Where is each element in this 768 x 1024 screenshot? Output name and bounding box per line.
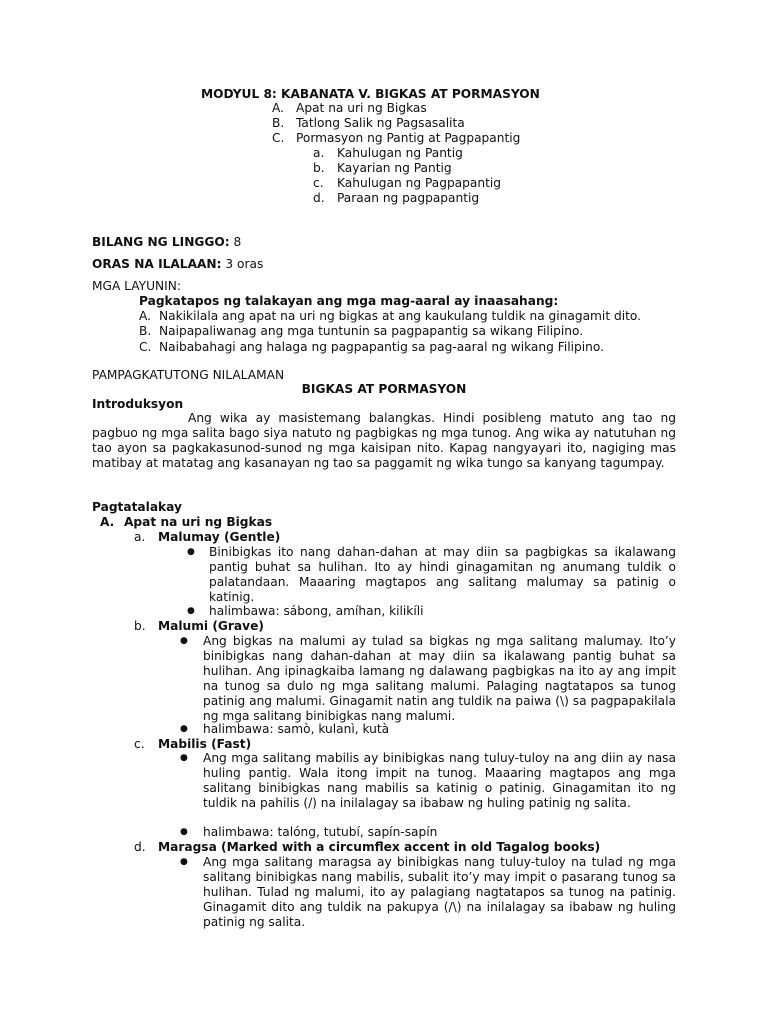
toc-sub-item-c: c. Kahulugan ng Pagpapantig	[313, 176, 501, 190]
type-desc-mabilis: Ang mga salitang mabilis ay binibigkas nang tuluy-tuloy na ang diin ay nasa huling pantig. Wala itong impit na tunog. Maaaring magtapos ang mga salitang binibigkas nang mabilis sa katinig o patinig. Ginagamitan ito ng tuldik na pahilis (/) na inilalagay sa ibabaw ng huling patinig ng salita.	[203, 751, 676, 810]
bullet-icon: ●	[187, 547, 195, 557]
bullet-icon: ●	[180, 724, 188, 734]
toc-item-a: A. Apat na uri ng Bigkas	[272, 101, 427, 115]
objective-item-c: C. Naibabahagi ang halaga ng pagpapantig sa pag-aaral ng wikang Filipino.	[139, 340, 604, 354]
type-heading-maragsa: d. Maragsa (Marked with a circumflex accent in old Tagalog books)	[134, 840, 601, 854]
type-heading-malumay: a. Malumay (Gentle)	[134, 530, 281, 544]
bullet-icon: ●	[187, 606, 195, 616]
type-example-mabilis: halimbawa: talóng, tutubí, sapín-sapín	[203, 825, 438, 839]
type-desc-malumay: Binibigkas ito nang dahan-dahan at may diin sa pagbigkas sa ikalawang pantig buhat sa hulihan. Ito ay hindi ginagamitan ng anumang tuldik o palatandaan. Maaaring magtapos ang salitang malumay sa patinig o katinig.	[209, 545, 676, 604]
intro-heading: Introduksyon	[92, 397, 184, 411]
content-heading: PAMPAGKATUTONG NILALAMAN	[92, 368, 285, 382]
type-desc-malumi: Ang bigkas na malumi ay tulad sa bigkas ng mga salitang malumay. Ito’y binibigkas nang dahan-dahan at may diin sa ikalawang pantig buhat sa hulihan. Ang ipinagkaiba lamang ng dalawang pagbigkas na ito ay ang impit na tunog sa dulo ng mga salitang malumi. Palaging nagtatapos sa tunog patinig ang malumi. Ginagamit natin ang tuldik na paiwa (\) sa pagpapakilala ng mga salitang binibigkas nang malumi.	[203, 634, 676, 723]
toc-sub-item-a: a. Kahulugan ng Pantig	[313, 146, 463, 160]
objectives-heading: MGA LAYUNIN:	[92, 279, 181, 293]
toc-item-b: B. Tatlong Salik ng Pagsasalita	[272, 116, 465, 130]
bullet-icon: ●	[180, 857, 188, 867]
bullet-icon: ●	[180, 753, 188, 763]
intro-paragraph: Ang wika ay masistemang balangkas. Hindi posibleng matuto ang tao ng pagbuo ng mga salita bago siya natuto ng pagbigkas ng mga tunog. Ang wika ay natutuhan ng tao ayon sa pagkakasunod-sunod ng mga kaisipan nito. Kapag nangyayari ito, nagiging mas matibay at matatag ang kasanayan ng tao sa paggamit ng wika tungo sa kanyang tagumpay.	[92, 411, 676, 470]
type-example-malumay: halimbawa: sábong, amíhan, kilikíli	[209, 604, 424, 618]
objective-item-a: A. Nakikilala ang apat na uri ng bigkas at ang kaukulang tuldik na ginagamit dito.	[139, 309, 641, 323]
toc-sub-item-d: d. Paraan ng pagpapantig	[313, 191, 480, 205]
toc-sub-item-b: b. Kayarian ng Pantig	[313, 161, 452, 175]
section-a-heading: A. Apat na uri ng Bigkas	[100, 515, 273, 529]
type-heading-mabilis: c. Mabilis (Fast)	[134, 737, 252, 751]
hours-line: ORAS NA ILALAAN: 3 oras	[92, 257, 264, 271]
objective-item-b: B. Naipapaliwanag ang mga tuntunin sa pagpapantig sa wikang Filipino.	[139, 324, 584, 338]
objectives-intro: Pagkatapos ng talakayan ang mga mag-aaral ay inaasahang:	[139, 294, 559, 308]
week-line: BILANG NG LINGGO: 8	[92, 235, 242, 249]
type-example-malumi: halimbawa: samò, kulanì, kutà	[203, 722, 390, 736]
bullet-icon: ●	[180, 636, 188, 646]
type-heading-malumi: b. Malumi (Grave)	[134, 619, 264, 633]
type-desc-maragsa: Ang mga salitang maragsa ay binibigkas nang tuluy-tuloy na tulad ng mga salitang binibigkas nang mabilis, subalit ito’y may impit o pasarang tunog sa hulihan. Tulad ng malumi, ito ay palagiang nagtatapos sa tunog na patinig. Ginagamit dito ang tuldik na pakupya (/\) na inilalagay sa ibabaw ng huling patinig ng salita.	[203, 855, 676, 929]
discussion-heading: Pagtatalakay	[92, 500, 182, 514]
module-title: MODYUL 8: KABANATA V. BIGKAS AT PORMASYON	[201, 87, 540, 101]
content-subtitle: BIGKAS AT PORMASYON	[301, 382, 467, 396]
bullet-icon: ●	[180, 827, 188, 837]
toc-item-c: C. Pormasyon ng Pantig at Pagpapantig	[272, 131, 521, 145]
